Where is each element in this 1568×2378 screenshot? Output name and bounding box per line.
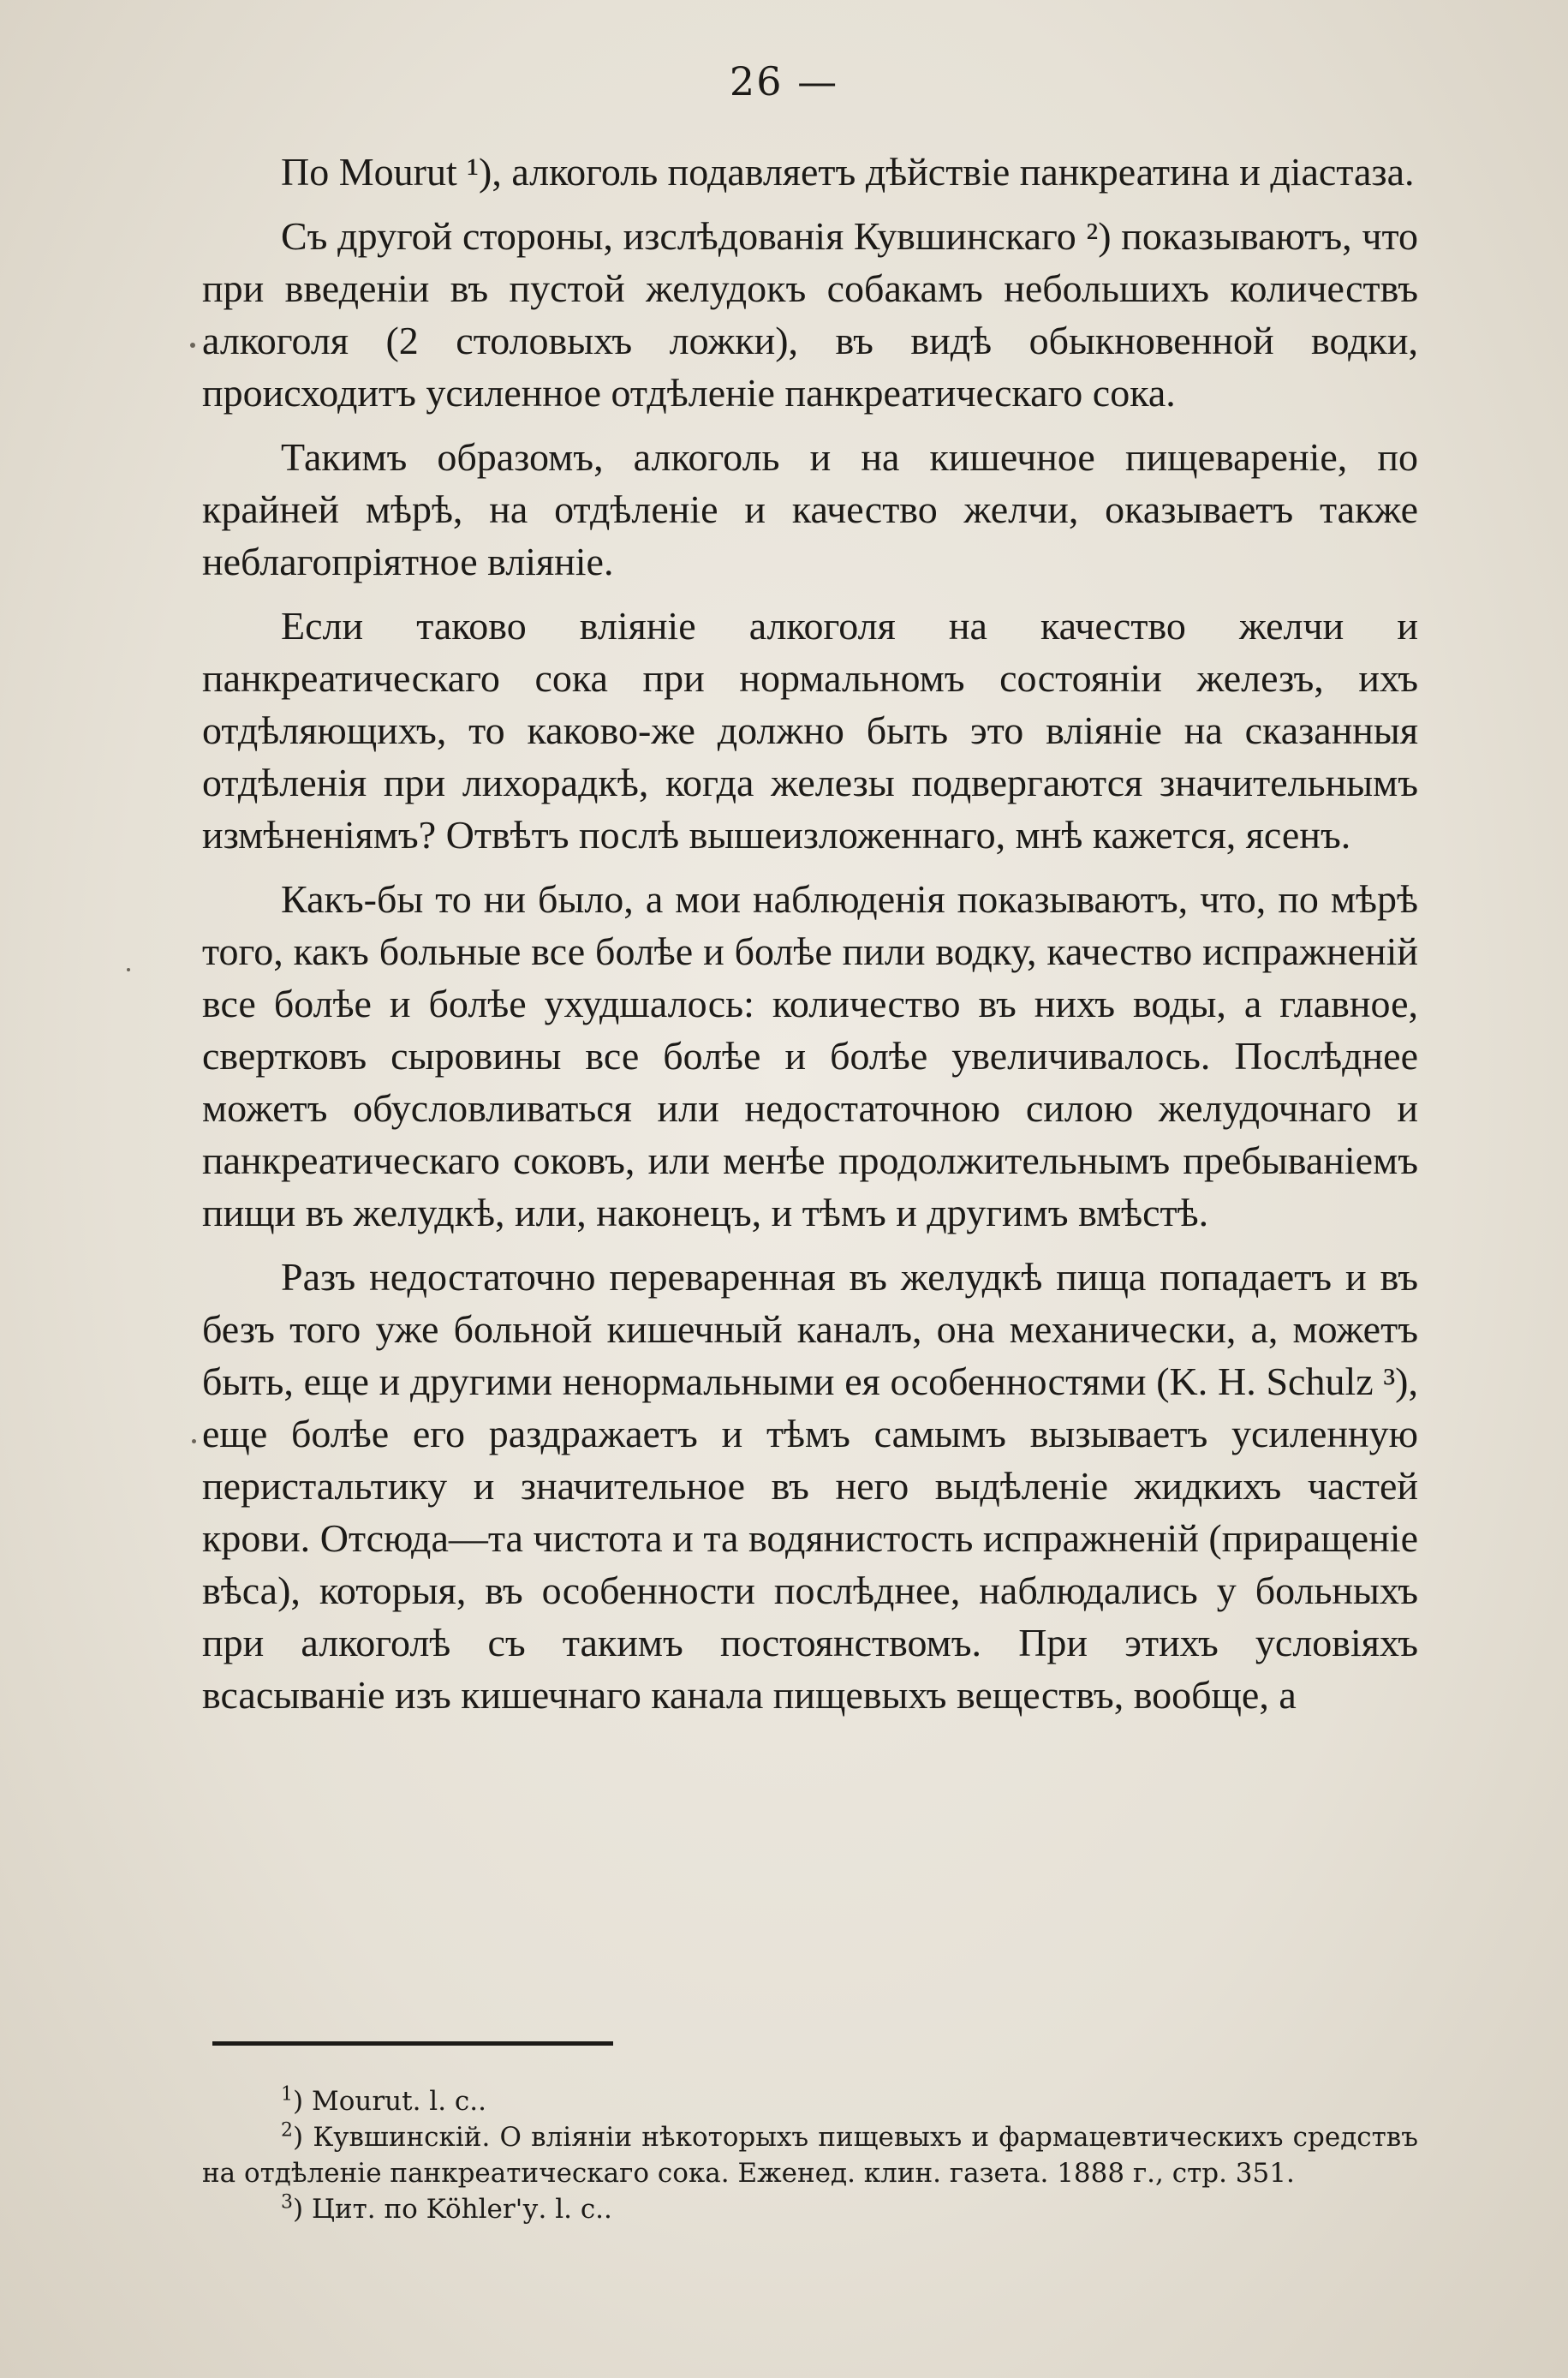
footnote-mark: 2 — [281, 2119, 293, 2142]
footnote-text: Кувшинскій. О вліяніи нѣкоторыхъ пищевыхъ и фармацевтическихъ средствъ на отдѣленіе панкреатическаго сока. Еженед. клин. газета. 1888 г., стр. 351. — [202, 2122, 1418, 2189]
page-number: 26 — — [729, 58, 839, 105]
footnote: $^1$) Mourut. l. c.. — [281, 2083, 486, 2117]
footnote-text: Цит. по Köhler'у. l. c.. — [311, 2194, 612, 2225]
footnote-mark: 1 — [281, 2083, 293, 2106]
paper-speck — [192, 1439, 196, 1443]
footnote-divider — [212, 2041, 613, 2046]
footnote: $^3$) Цит. по Köhler'у. l. c.. — [281, 2191, 612, 2225]
paper-speck — [190, 343, 195, 348]
paragraph: Какъ-бы то ни было, а мои наблюденія показываютъ, что, по мѣрѣ того, какъ больные все болѣе и болѣе пили водку, качество испражненій все болѣе и болѣе ухудшалось: количество въ нихъ воды, а главное, свертковъ сыровины все болѣе и болѣе увеличивалось. Послѣднее можетъ обусловливаться или недостаточною силою желудочнаго и панкреатическаго соковъ, или менѣе продолжительнымъ пребываніемъ пищи въ желудкѣ, или, наконецъ, и тѣмъ и другимъ вмѣстѣ. — [202, 877, 1418, 1234]
paragraph: Такимъ образомъ, алкоголь и на кишечное пищевареніе, по крайней мѣрѣ, на отдѣленіе и качество желчи, оказываетъ также неблагопріятное вліяніе. — [202, 435, 1418, 583]
paper-speck — [127, 968, 130, 971]
body-text — [202, 146, 1418, 1733]
footnotes — [202, 2083, 1418, 2227]
paragraph: Разъ недостаточно переваренная въ желудкѣ пища попадаетъ и въ безъ того уже больной кишечный каналъ, она механически, а, можетъ быть, еще и другими ненормальными ея особенностями (K. H. Schulz ³), еще болѣе его раздражаетъ и тѣмъ самымъ вызываетъ усиленную перистальтику и значительное въ него выдѣленіе жидкихъ частей крови. Отсюда—та чистота и та водянистость испражненій (приращеніе вѣса), которыя, въ особенности послѣднее, наблюдались у больныхъ при алкоголѣ съ такимъ постоянствомъ. При этихъ условіяхъ всасываніе изъ кишечнаго канала пищевыхъ веществъ, вообще, а — [202, 1255, 1418, 1717]
paragraph: Съ другой стороны, изслѣдованія Кувшинскаго ²) показываютъ, что при введеніи въ пустой желудокъ собакамъ небольшихъ количествъ алкоголя (2 столовыхъ ложки), въ видѣ обыкновенной водки, происходитъ усиленное отдѣленіе панкреатическаго сока. — [202, 214, 1418, 415]
footnote: $^2$) Кувшинскій. О вліяніи нѣкоторыхъ пищевыхъ и фармацевтическихъ средствъ на отдѣленіе панкреатическаго сока. Еженед. клин. газета. 1888 г., стр. 351. — [202, 2119, 1418, 2189]
footnote-mark: 3 — [281, 2191, 293, 2214]
paragraph: Если таково вліяніе алкоголя на качество желчи и панкреатическаго сока при нормальномъ состояніи железъ, ихъ отдѣляющихъ, то каково-же должно быть это вліяніе на сказанныя отдѣленія при лихорадкѣ, когда железы подвергаются значительнымъ измѣненіямъ? Отвѣтъ послѣ вышеизложеннаго, мнѣ кажется, ясенъ. — [202, 604, 1418, 857]
paragraph: По Mourut ¹), алкоголь подавляетъ дѣйствіе панкреатина и діастаза. — [281, 150, 1415, 194]
footnote-text: Mourut. l. c.. — [311, 2086, 486, 2117]
